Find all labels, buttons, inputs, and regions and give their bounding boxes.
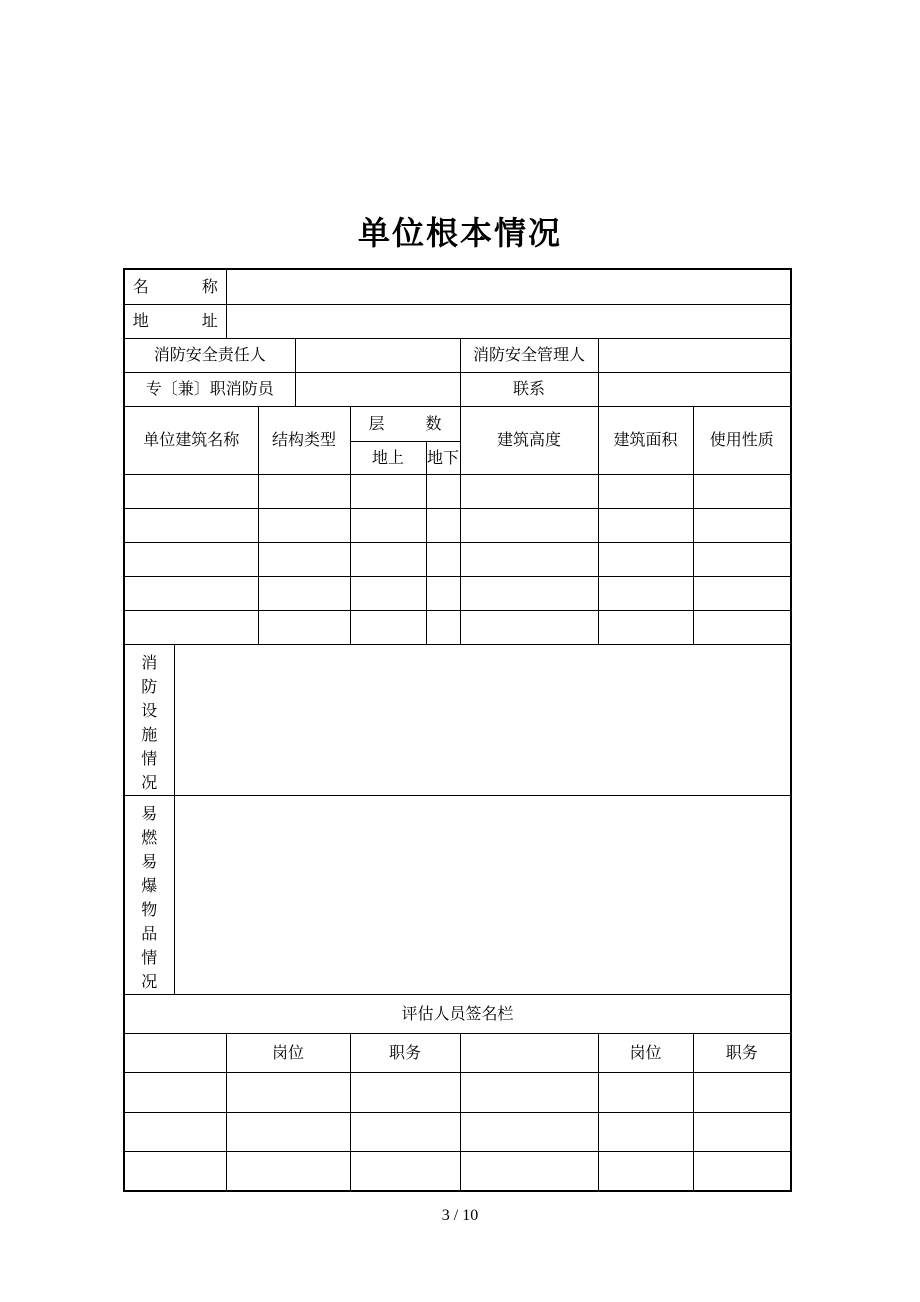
facilities-label: 消 防 设 施 情 况: [124, 644, 174, 795]
signature-header-duty: 职务: [350, 1033, 460, 1072]
table-cell[interactable]: [258, 576, 350, 610]
table-cell[interactable]: [124, 542, 258, 576]
signature-cell[interactable]: [124, 1151, 226, 1191]
signature-header-post-2: 岗位: [598, 1033, 693, 1072]
table-cell[interactable]: [460, 576, 598, 610]
page-title: 单位根本情况: [357, 214, 562, 252]
hazmat-content[interactable]: [174, 795, 791, 994]
table-cell[interactable]: [350, 474, 426, 508]
table-cell[interactable]: [258, 474, 350, 508]
table-cell[interactable]: [350, 508, 426, 542]
safety-responsible-field[interactable]: [295, 338, 460, 372]
signature-cell[interactable]: [350, 1112, 460, 1151]
signature-cell[interactable]: [460, 1072, 598, 1112]
fire-staff-field[interactable]: [295, 372, 460, 406]
table-cell[interactable]: [350, 576, 426, 610]
facilities-content[interactable]: [174, 644, 791, 795]
safety-responsible-label: 消防安全责任人: [124, 338, 295, 372]
contact-field[interactable]: [598, 372, 791, 406]
signature-cell[interactable]: [598, 1072, 693, 1112]
signature-cell[interactable]: [693, 1151, 791, 1191]
building-name-header: 单位建筑名称: [124, 406, 258, 474]
name-field[interactable]: [226, 269, 791, 304]
table-row: [124, 576, 791, 610]
signature-cell[interactable]: [693, 1112, 791, 1151]
table-cell[interactable]: [460, 610, 598, 644]
table-cell[interactable]: [598, 610, 693, 644]
signature-cell[interactable]: [350, 1151, 460, 1191]
signature-header-post: 岗位: [226, 1033, 350, 1072]
signature-cell[interactable]: [124, 1112, 226, 1151]
signature-cell[interactable]: [350, 1072, 460, 1112]
safety-manager-label: 消防安全管理人: [460, 338, 598, 372]
table-cell[interactable]: [460, 508, 598, 542]
table-cell[interactable]: [258, 610, 350, 644]
hazmat-label: 易 燃 易 爆 物 品 情 况: [124, 795, 174, 994]
table-cell[interactable]: [598, 576, 693, 610]
table-cell[interactable]: [693, 610, 791, 644]
signature-cell[interactable]: [598, 1112, 693, 1151]
table-cell[interactable]: [426, 508, 460, 542]
signature-cell[interactable]: [460, 1112, 598, 1151]
signature-cell[interactable]: [460, 1151, 598, 1191]
table-cell[interactable]: [124, 610, 258, 644]
table-cell[interactable]: [693, 474, 791, 508]
signature-cell[interactable]: [124, 1072, 226, 1112]
table-cell[interactable]: [124, 508, 258, 542]
signature-cell[interactable]: [226, 1151, 350, 1191]
table-cell[interactable]: [426, 542, 460, 576]
signature-cell[interactable]: [226, 1112, 350, 1151]
table-row: [124, 1151, 791, 1191]
table-cell[interactable]: [460, 542, 598, 576]
table-row: [124, 1072, 791, 1112]
contact-label: 联系: [460, 372, 598, 406]
table-row: [124, 474, 791, 508]
usage-header: 使用性质: [693, 406, 791, 474]
table-cell[interactable]: [426, 474, 460, 508]
signature-cell[interactable]: [693, 1072, 791, 1112]
page-indicator: 3 / 10: [441, 1207, 479, 1224]
table-row: [124, 610, 791, 644]
area-header: 建筑面积: [598, 406, 693, 474]
address-field[interactable]: [226, 304, 791, 338]
signature-header-name: [124, 1033, 226, 1072]
signature-title: 评估人员签名栏: [124, 994, 791, 1033]
floors-header: 层 数: [350, 406, 460, 441]
table-cell[interactable]: [350, 542, 426, 576]
table-cell[interactable]: [258, 542, 350, 576]
table-row: [124, 542, 791, 576]
table-cell[interactable]: [258, 508, 350, 542]
table-cell[interactable]: [426, 576, 460, 610]
table-row: [124, 508, 791, 542]
signature-cell[interactable]: [598, 1151, 693, 1191]
table-cell[interactable]: [598, 542, 693, 576]
unit-info-form: [123, 268, 792, 1192]
below-ground-header: 地下: [426, 441, 460, 474]
table-cell[interactable]: [693, 508, 791, 542]
signature-cell[interactable]: [226, 1072, 350, 1112]
table-cell[interactable]: [124, 474, 258, 508]
table-cell[interactable]: [426, 610, 460, 644]
table-cell[interactable]: [124, 576, 258, 610]
table-cell[interactable]: [598, 474, 693, 508]
safety-manager-field[interactable]: [598, 338, 791, 372]
table-cell[interactable]: [350, 610, 426, 644]
above-ground-header: 地上: [350, 441, 426, 474]
address-label: 地 址: [124, 304, 226, 338]
table-cell[interactable]: [460, 474, 598, 508]
table-row: [124, 1112, 791, 1151]
height-header: 建筑高度: [460, 406, 598, 474]
table-cell[interactable]: [693, 542, 791, 576]
table-cell[interactable]: [598, 508, 693, 542]
signature-header-name-2: [460, 1033, 598, 1072]
signature-header-duty-2: 职务: [693, 1033, 791, 1072]
fire-staff-label: 专〔兼〕职消防员: [124, 372, 295, 406]
table-cell[interactable]: [693, 576, 791, 610]
name-label: 名 称: [124, 269, 226, 304]
structure-type-header: 结构类型: [258, 406, 350, 474]
